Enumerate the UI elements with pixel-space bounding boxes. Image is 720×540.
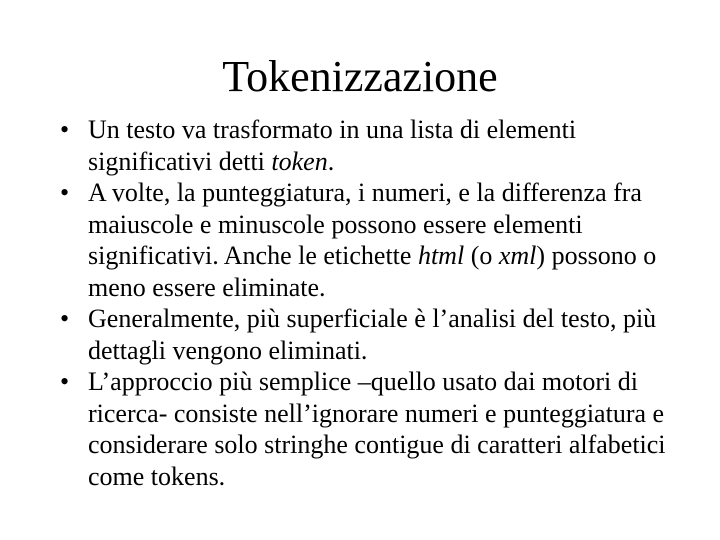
bullet-icon: •: [60, 304, 70, 333]
bullet-text: A volte, la punteggiatura, i numeri, e la differenza fra maiuscole e minuscole possono essere elementi significativi. Anche le etichette html (o xml) possono o meno essere eliminate.: [88, 178, 657, 302]
bullet-icon: •: [60, 115, 70, 144]
bullet-icon: •: [60, 367, 70, 396]
bullet-item: [60, 114, 690, 177]
bullet-item: [60, 177, 690, 303]
bullet-icon: •: [60, 178, 70, 207]
bullet-list: [60, 114, 690, 492]
bullet-text: L’approccio più semplice –quello usato dai motori di ricerca- consiste nell’ignorare numeri e punteggiatura e considerare solo stringhe contigue di caratteri alfabetici come tokens.: [88, 367, 666, 491]
bullet-text: Generalmente, più superficiale è l’analisi del testo, più dettagli vengono eliminati.: [88, 304, 657, 365]
bullet-item: [60, 366, 690, 492]
bullet-item: [60, 303, 690, 366]
slide-title: Tokenizzazione: [222, 52, 498, 101]
bullet-text: Un testo va trasformato in una lista di elementi significativi detti token.: [88, 115, 577, 176]
